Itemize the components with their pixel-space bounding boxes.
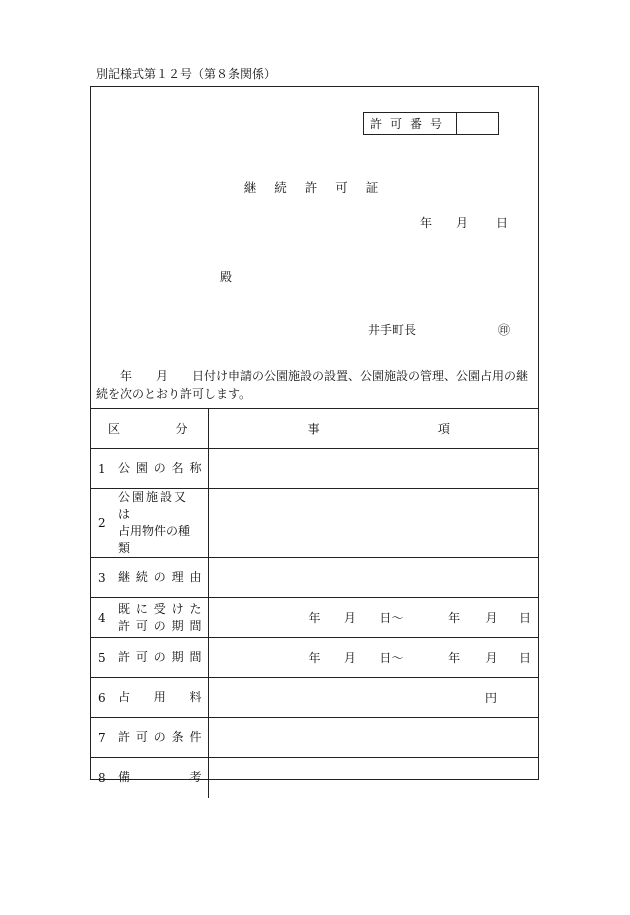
label-char: の xyxy=(153,618,166,633)
permit-number-box xyxy=(363,112,499,135)
table-row xyxy=(90,449,539,489)
period-unit: 日 xyxy=(518,651,531,665)
label-char: 占用物件の種類 xyxy=(118,524,191,555)
label-char: に xyxy=(135,601,148,616)
label-char: け xyxy=(171,601,184,616)
label-char: 園 xyxy=(135,461,148,475)
period-unit: 月 xyxy=(343,651,356,665)
period-unit: 年 xyxy=(308,651,321,665)
period-unit: 月 xyxy=(343,611,356,625)
label-char: た xyxy=(189,601,202,616)
label-char: 可 xyxy=(135,618,148,633)
label-char: 公園施設又は xyxy=(118,490,189,521)
row-number: 5 xyxy=(98,650,106,665)
label-char: 既 xyxy=(118,601,131,616)
label-char: 件 xyxy=(189,730,202,744)
label-char: 受 xyxy=(153,601,166,616)
issue-date xyxy=(420,214,508,231)
table-row xyxy=(90,678,539,718)
form-number-label: 別記様式第１２号（第８条関係） xyxy=(96,67,277,81)
table-row xyxy=(90,558,539,598)
date-month: 月 xyxy=(456,216,469,230)
period-unit: 年 xyxy=(448,611,461,625)
yen-unit: 円 xyxy=(484,691,497,705)
previous-period-field[interactable] xyxy=(208,598,539,638)
permit-conditions-field[interactable] xyxy=(208,718,539,758)
row-label xyxy=(118,460,208,477)
label-char: の xyxy=(153,570,166,584)
occupancy-fee-field[interactable] xyxy=(208,678,539,718)
label-char: 考 xyxy=(189,770,202,785)
label-char: 期 xyxy=(171,650,184,664)
permit-statement: 年 月 日付け申請の公園施設の設置、公園施設の管理、公園占用の継続を次のとおり許可します。 xyxy=(96,369,529,401)
row-label xyxy=(118,769,208,786)
addressee-suffix: 殿 xyxy=(220,270,233,284)
row-number: 2 xyxy=(98,516,106,530)
label-char: 間 xyxy=(189,650,202,664)
remarks-field[interactable] xyxy=(208,758,539,798)
permit-period-field[interactable] xyxy=(208,638,539,678)
label-char: 占 xyxy=(118,690,131,704)
header-item-2: 項 xyxy=(437,422,450,436)
certificate-title: 継続許可証 xyxy=(243,180,397,195)
label-char: 名 xyxy=(171,461,184,475)
header-item-1: 事 xyxy=(307,422,320,436)
row-number: 1 xyxy=(98,461,106,476)
header-category-2: 分 xyxy=(175,422,188,436)
period-unit: 年 xyxy=(308,611,321,625)
label-char: 由 xyxy=(189,570,202,584)
period-unit: 月 xyxy=(485,651,498,665)
label-char: 用 xyxy=(153,690,166,704)
label-char: 可 xyxy=(135,650,148,664)
table-row xyxy=(90,598,539,638)
permit-number-label: 許可番号 xyxy=(364,113,457,134)
period-unit: 年 xyxy=(448,651,461,665)
row-label xyxy=(118,569,208,586)
period-unit: 月 xyxy=(485,611,498,625)
seal-mark: ㊞ xyxy=(498,323,511,337)
row-label xyxy=(118,649,208,666)
label-char: 備 xyxy=(118,770,131,785)
label-char: 理 xyxy=(171,570,184,584)
table-row xyxy=(90,489,539,558)
label-char: 公 xyxy=(118,461,131,475)
row-label xyxy=(118,689,208,706)
park-name-field[interactable] xyxy=(208,449,539,489)
table-header-row xyxy=(90,409,539,449)
label-char: 称 xyxy=(189,461,202,475)
issuer-name: 井手町長 xyxy=(368,323,417,337)
period-unit: 日 xyxy=(518,611,531,625)
label-char: 条 xyxy=(171,730,184,744)
label-char: の xyxy=(153,461,166,475)
header-category-1: 区 xyxy=(108,422,121,436)
label-char: 許 xyxy=(118,618,131,633)
table-row xyxy=(90,758,539,798)
row-number: 3 xyxy=(98,570,106,585)
label-char: 料 xyxy=(189,690,202,704)
row-number: 6 xyxy=(98,690,106,705)
label-char: 可 xyxy=(135,730,148,744)
row-label xyxy=(118,489,208,557)
period-unit: 日～ xyxy=(379,611,404,625)
facility-type-field[interactable] xyxy=(208,489,539,558)
date-year: 年 xyxy=(420,216,433,230)
label-char: 続 xyxy=(135,570,148,584)
row-label xyxy=(118,601,208,635)
row-number: 7 xyxy=(98,730,106,745)
label-char: 許 xyxy=(118,730,131,744)
table-row xyxy=(90,638,539,678)
row-number: 8 xyxy=(98,770,106,785)
label-char: の xyxy=(153,650,166,664)
continuation-reason-field[interactable] xyxy=(208,558,539,598)
label-char: 間 xyxy=(189,618,202,633)
label-char: 許 xyxy=(118,650,131,664)
permit-details-table xyxy=(90,408,539,798)
row-number: 4 xyxy=(98,610,106,625)
label-char: の xyxy=(153,730,166,744)
row-label xyxy=(118,729,208,746)
table-row xyxy=(90,718,539,758)
date-day: 日 xyxy=(496,216,509,230)
label-char: 期 xyxy=(171,618,184,633)
permit-number-field[interactable] xyxy=(457,113,498,134)
period-unit: 日～ xyxy=(379,651,404,665)
label-char: 継 xyxy=(118,570,131,584)
